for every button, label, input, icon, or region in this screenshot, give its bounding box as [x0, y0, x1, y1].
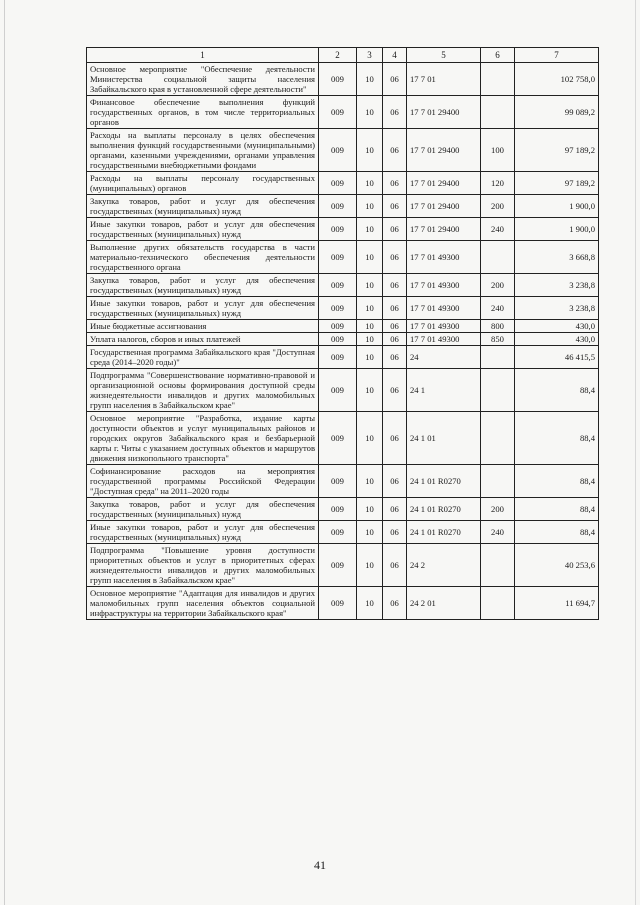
section-code-cell: 10	[357, 412, 383, 465]
ministry-code-cell: 009	[319, 274, 357, 297]
column-header-2: 2	[319, 48, 357, 63]
table-row	[87, 172, 599, 195]
expense-type-cell	[481, 346, 515, 369]
subsection-code-cell: 06	[383, 218, 407, 241]
amount-cell: 40 253,6	[515, 544, 599, 587]
section-code-cell: 10	[357, 587, 383, 620]
ministry-code-cell: 009	[319, 96, 357, 129]
section-code-cell: 10	[357, 498, 383, 521]
section-code-cell: 10	[357, 297, 383, 320]
subsection-code-cell: 06	[383, 498, 407, 521]
section-code-cell: 10	[357, 544, 383, 587]
row-name-cell: Иные закупки товаров, работ и услуг для обеспечения государственных (муниципальных) нужд	[87, 218, 319, 241]
row-name-cell: Основное мероприятие "Разработка, издание карты доступности объектов и услуг муниципальных районов и городских округов Забайкальского края и безбарьерной карты г. Читы с указанием доступных объектов и маршрутов движения низкопольного транспорта"	[87, 412, 319, 465]
table-row	[87, 218, 599, 241]
column-header-7: 7	[515, 48, 599, 63]
target-article-cell: 17 7 01 49300	[407, 241, 481, 274]
row-name-cell: Закупка товаров, работ и услуг для обеспечения государственных (муниципальных) нужд	[87, 274, 319, 297]
ministry-code-cell: 009	[319, 544, 357, 587]
target-article-cell: 17 7 01 49300	[407, 333, 481, 346]
subsection-code-cell: 06	[383, 195, 407, 218]
target-article-cell: 17 7 01 49300	[407, 274, 481, 297]
amount-cell: 102 758,0	[515, 63, 599, 96]
amount-cell: 88,4	[515, 412, 599, 465]
amount-cell: 99 089,2	[515, 96, 599, 129]
expense-type-cell: 120	[481, 172, 515, 195]
amount-cell: 88,4	[515, 521, 599, 544]
target-article-cell: 17 7 01 29400	[407, 96, 481, 129]
row-name-cell: Иные закупки товаров, работ и услуг для обеспечения государственных (муниципальных) нужд	[87, 297, 319, 320]
target-article-cell: 17 7 01 29400	[407, 172, 481, 195]
expense-type-cell	[481, 587, 515, 620]
table-row	[87, 498, 599, 521]
section-code-cell: 10	[357, 218, 383, 241]
subsection-code-cell: 06	[383, 333, 407, 346]
section-code-cell: 10	[357, 274, 383, 297]
table-row	[87, 297, 599, 320]
expense-type-cell	[481, 63, 515, 96]
target-article-cell: 24 2	[407, 544, 481, 587]
amount-cell: 88,4	[515, 465, 599, 498]
subsection-code-cell: 06	[383, 521, 407, 544]
section-code-cell: 10	[357, 346, 383, 369]
target-article-cell: 24 1 01 R0270	[407, 521, 481, 544]
table-row	[87, 544, 599, 587]
page-edge-left	[4, 0, 5, 905]
section-code-cell: 10	[357, 333, 383, 346]
expense-type-cell: 240	[481, 297, 515, 320]
subsection-code-cell: 06	[383, 320, 407, 333]
row-name-cell: Иные бюджетные ассигнования	[87, 320, 319, 333]
page-edge-right	[635, 0, 636, 905]
amount-cell: 97 189,2	[515, 129, 599, 172]
row-name-cell: Софинансирование расходов на мероприятия государственной программы Российской Федерации "Доступная среда" на 2011–2020 годы	[87, 465, 319, 498]
amount-cell: 46 415,5	[515, 346, 599, 369]
row-name-cell: Расходы на выплаты персоналу в целях обеспечения выполнения функций государственными (муниципальными) органами, казенными учреждениями, органами управления государственными внебюджетными фондами	[87, 129, 319, 172]
target-article-cell: 17 7 01 29400	[407, 195, 481, 218]
column-header-6: 6	[481, 48, 515, 63]
ministry-code-cell: 009	[319, 195, 357, 218]
subsection-code-cell: 06	[383, 274, 407, 297]
amount-cell: 1 900,0	[515, 195, 599, 218]
ministry-code-cell: 009	[319, 218, 357, 241]
ministry-code-cell: 009	[319, 333, 357, 346]
target-article-cell: 24 1	[407, 369, 481, 412]
subsection-code-cell: 06	[383, 346, 407, 369]
section-code-cell: 10	[357, 172, 383, 195]
section-code-cell: 10	[357, 241, 383, 274]
column-header-3: 3	[357, 48, 383, 63]
table-row	[87, 96, 599, 129]
row-name-cell: Уплата налогов, сборов и иных платежей	[87, 333, 319, 346]
target-article-cell: 24 1 01 R0270	[407, 498, 481, 521]
table-row	[87, 195, 599, 218]
ministry-code-cell: 009	[319, 241, 357, 274]
amount-cell: 1 900,0	[515, 218, 599, 241]
subsection-code-cell: 06	[383, 96, 407, 129]
amount-cell: 88,4	[515, 498, 599, 521]
subsection-code-cell: 06	[383, 587, 407, 620]
expense-type-cell: 240	[481, 218, 515, 241]
row-name-cell: Основное мероприятие "Обеспечение деятельности Министерства социальной защиты населения Забайкальского края в установленной сфере деятельности"	[87, 63, 319, 96]
ministry-code-cell: 009	[319, 498, 357, 521]
budget-table	[86, 47, 599, 620]
ministry-code-cell: 009	[319, 521, 357, 544]
table-row	[87, 320, 599, 333]
section-code-cell: 10	[357, 369, 383, 412]
expense-type-cell: 800	[481, 320, 515, 333]
subsection-code-cell: 06	[383, 412, 407, 465]
ministry-code-cell: 009	[319, 587, 357, 620]
table-row	[87, 241, 599, 274]
amount-cell: 3 238,8	[515, 297, 599, 320]
expense-type-cell: 100	[481, 129, 515, 172]
row-name-cell: Закупка товаров, работ и услуг для обеспечения государственных (муниципальных) нужд	[87, 498, 319, 521]
table-body	[87, 63, 599, 620]
target-article-cell: 17 7 01	[407, 63, 481, 96]
amount-cell: 88,4	[515, 369, 599, 412]
expense-type-cell	[481, 544, 515, 587]
amount-cell: 97 189,2	[515, 172, 599, 195]
table-row	[87, 129, 599, 172]
table-row	[87, 346, 599, 369]
subsection-code-cell: 06	[383, 129, 407, 172]
target-article-cell: 24 1 01	[407, 412, 481, 465]
expense-type-cell	[481, 369, 515, 412]
ministry-code-cell: 009	[319, 412, 357, 465]
row-name-cell: Подпрограмма "Совершенствование нормативно-правовой и организационной основы формирования доступной среды жизнедеятельности инвалидов и других маломобильных групп населения в Забайкальском крае"	[87, 369, 319, 412]
column-header-4: 4	[383, 48, 407, 63]
section-code-cell: 10	[357, 465, 383, 498]
page-number: 41	[314, 858, 326, 872]
section-code-cell: 10	[357, 320, 383, 333]
expense-type-cell: 240	[481, 521, 515, 544]
table-row	[87, 369, 599, 412]
expense-type-cell	[481, 241, 515, 274]
row-name-cell: Иные закупки товаров, работ и услуг для обеспечения государственных (муниципальных) нужд	[87, 521, 319, 544]
expense-type-cell: 850	[481, 333, 515, 346]
ministry-code-cell: 009	[319, 129, 357, 172]
section-code-cell: 10	[357, 96, 383, 129]
ministry-code-cell: 009	[319, 320, 357, 333]
section-code-cell: 10	[357, 195, 383, 218]
row-name-cell: Основное мероприятие "Адаптация для инвалидов и других маломобильных групп населения объектов социальной инфраструктуры на территории Забайкальского края"	[87, 587, 319, 620]
row-name-cell: Финансовое обеспечение выполнения функций государственных органов, в том числе территориальных органов	[87, 96, 319, 129]
amount-cell: 3 238,8	[515, 274, 599, 297]
target-article-cell: 17 7 01 49300	[407, 320, 481, 333]
table-row	[87, 587, 599, 620]
expense-type-cell	[481, 412, 515, 465]
subsection-code-cell: 06	[383, 241, 407, 274]
expense-type-cell	[481, 465, 515, 498]
target-article-cell: 24	[407, 346, 481, 369]
subsection-code-cell: 06	[383, 465, 407, 498]
row-name-cell: Государственная программа Забайкальского края "Доступная среда (2014–2020 годы)"	[87, 346, 319, 369]
subsection-code-cell: 06	[383, 369, 407, 412]
table-row	[87, 274, 599, 297]
section-code-cell: 10	[357, 129, 383, 172]
column-header-5: 5	[407, 48, 481, 63]
row-name-cell: Расходы на выплаты персоналу государственных (муниципальных) органов	[87, 172, 319, 195]
table-row	[87, 63, 599, 96]
subsection-code-cell: 06	[383, 544, 407, 587]
target-article-cell: 17 7 01 29400	[407, 129, 481, 172]
ministry-code-cell: 009	[319, 63, 357, 96]
table-row	[87, 521, 599, 544]
subsection-code-cell: 06	[383, 172, 407, 195]
target-article-cell: 17 7 01 49300	[407, 297, 481, 320]
amount-cell: 430,0	[515, 333, 599, 346]
section-code-cell: 10	[357, 63, 383, 96]
subsection-code-cell: 06	[383, 297, 407, 320]
table-header-row	[87, 48, 599, 63]
table-row	[87, 412, 599, 465]
section-code-cell: 10	[357, 521, 383, 544]
row-name-cell: Выполнение других обязательств государства в части материально-технического обеспечения деятельности государственного органа	[87, 241, 319, 274]
ministry-code-cell: 009	[319, 346, 357, 369]
amount-cell: 11 694,7	[515, 587, 599, 620]
ministry-code-cell: 009	[319, 465, 357, 498]
column-header-1: 1	[87, 48, 319, 63]
ministry-code-cell: 009	[319, 172, 357, 195]
amount-cell: 430,0	[515, 320, 599, 333]
expense-type-cell: 200	[481, 274, 515, 297]
ministry-code-cell: 009	[319, 369, 357, 412]
amount-cell: 3 668,8	[515, 241, 599, 274]
expense-type-cell: 200	[481, 195, 515, 218]
row-name-cell: Подпрограмма "Повышение уровня доступности приоритетных объектов и услуг в приоритетных сферах жизнедеятельности инвалидов и других маломобильных групп населения в Забайкальском крае"	[87, 544, 319, 587]
subsection-code-cell: 06	[383, 63, 407, 96]
target-article-cell: 24 1 01 R0270	[407, 465, 481, 498]
expense-type-cell: 200	[481, 498, 515, 521]
ministry-code-cell: 009	[319, 297, 357, 320]
target-article-cell: 24 2 01	[407, 587, 481, 620]
table-row	[87, 465, 599, 498]
table-row	[87, 333, 599, 346]
expense-type-cell	[481, 96, 515, 129]
target-article-cell: 17 7 01 29400	[407, 218, 481, 241]
row-name-cell: Закупка товаров, работ и услуг для обеспечения государственных (муниципальных) нужд	[87, 195, 319, 218]
